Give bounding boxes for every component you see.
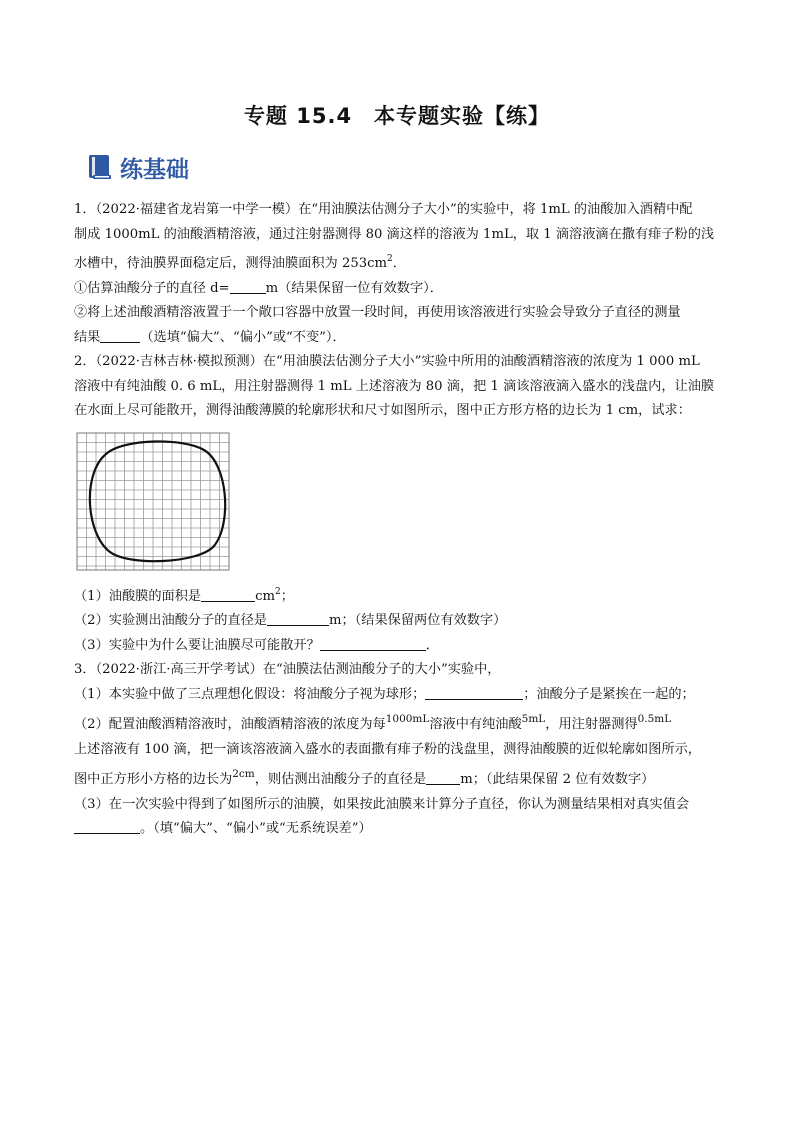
- question-2: [74, 350, 726, 658]
- q2-answer-3: （3）实验中为什么要让油膜尽可能散开？ ．: [74, 637, 439, 653]
- q3-answer-2b: 上述溶液有 100 滴，把一滴该溶液滴入盛水的表面撒有痱子粉的浅盘里，测得油酸膜的近似轮廓如图所示，: [74, 741, 701, 757]
- q1-sub-1: ①估算油酸分子的直径 d= m（结果保留一位有效数字）．: [74, 280, 443, 296]
- q3-line-1: 3．（2022·浙江·高三开学考试）在“油膜法估测油酸分子的大小”实验中，: [74, 662, 501, 677]
- section-title: 练基础: [120, 156, 189, 183]
- page-title: 专题 15.4 本专题实验【练】: [243, 104, 551, 128]
- grid-diagram: [76, 432, 236, 574]
- q1-line-2: 制成 1000mL 的油酸酒精溶液，通过注射器测得 80 滴这样的溶液为 1mL，取 1 滴溶液滴在撒有痱子粉的浅: [74, 226, 715, 242]
- q2-line-2: 溶液中有纯油酸 0. 6 mL，用注射器测得 1 mL 上述溶液为 80 滴，把 1 滴该溶液滴入盛水的浅盘内，让油膜: [74, 378, 715, 394]
- oil-film-grid-figure: [76, 432, 236, 574]
- answer-blank[interactable]: [320, 636, 426, 651]
- q1-line-3: 水槽中，待油膜界面稳定后，测得油膜面积为 $253cm^2$．: [74, 254, 406, 271]
- q3-answer-2c: 图中正方形小方格的边长为$^{2cm}$，则估测出油酸分子的直径是 m；（此结果保留 2 位有效数字）: [74, 768, 655, 787]
- q1-sub-2b: 结果 （选填“偏大”、“偏小”或“不变”）．: [74, 329, 346, 345]
- q2-answer-1: （1）油酸膜的面积是 $cm^2$；: [74, 586, 294, 604]
- q3-answer-1: （1）本实验中做了三点理想化假设：将油酸分子视为球形； ；油酸分子是紧挨在一起的；: [74, 686, 695, 702]
- question-3: [74, 658, 726, 842]
- section-header: [88, 150, 189, 184]
- answer-blank[interactable]: [74, 819, 140, 834]
- document-body: [74, 198, 726, 842]
- q1-line-1: 1．（2022·福建省龙岩第一中学一模）在“用油膜法估测分子大小”的实验中，将 1mL 的油酸加入酒精中配: [74, 202, 693, 217]
- q2-answer-2: （2）实验测出油酸分子的直径是 m；（结果保留两位有效数字）: [74, 613, 507, 628]
- q3-answer-2a: （2）配置油酸酒精溶液时，油酸酒精溶液的浓度为每$^{1000mL}$溶液中有纯油酸$^{5mL}$，用注射器测得$^{0.5mL}$: [74, 713, 672, 732]
- oil-film-outline: [90, 441, 225, 561]
- answer-blank[interactable]: [267, 611, 329, 626]
- q2-line-3: 在水面上尽可能散开，测得油酸薄膜的轮廓形状和尺寸如图所示，图中正方形方格的边长为 1 cm，试求：: [74, 403, 691, 418]
- answer-blank[interactable]: [426, 770, 460, 785]
- answer-blank[interactable]: [425, 685, 523, 700]
- q3-answer-3b: 。（填“偏大”、“偏小”或“无系统误差”）: [74, 817, 726, 842]
- book-icon: [88, 153, 114, 181]
- answer-blank[interactable]: [201, 587, 255, 602]
- question-1: [74, 198, 726, 350]
- answer-blank[interactable]: [100, 328, 140, 343]
- q3-answer-3a: （3）在一次实验中得到了如图所示的油膜，如果按此油膜来计算分子直径，你认为测量结果相对真实值会: [74, 796, 690, 812]
- q2-line-1: 2．（2022·吉林吉林·模拟预测）在“用油膜法估测分子大小”实验中所用的油酸酒精溶液的浓度为 1 000 mL: [74, 354, 700, 369]
- answer-blank[interactable]: [230, 279, 266, 294]
- q1-sub-2a: ②将上述油酸酒精溶液置于一个敞口容器中放置一段时间，再使用该溶液进行实验会导致分子直径的测量: [74, 305, 681, 320]
